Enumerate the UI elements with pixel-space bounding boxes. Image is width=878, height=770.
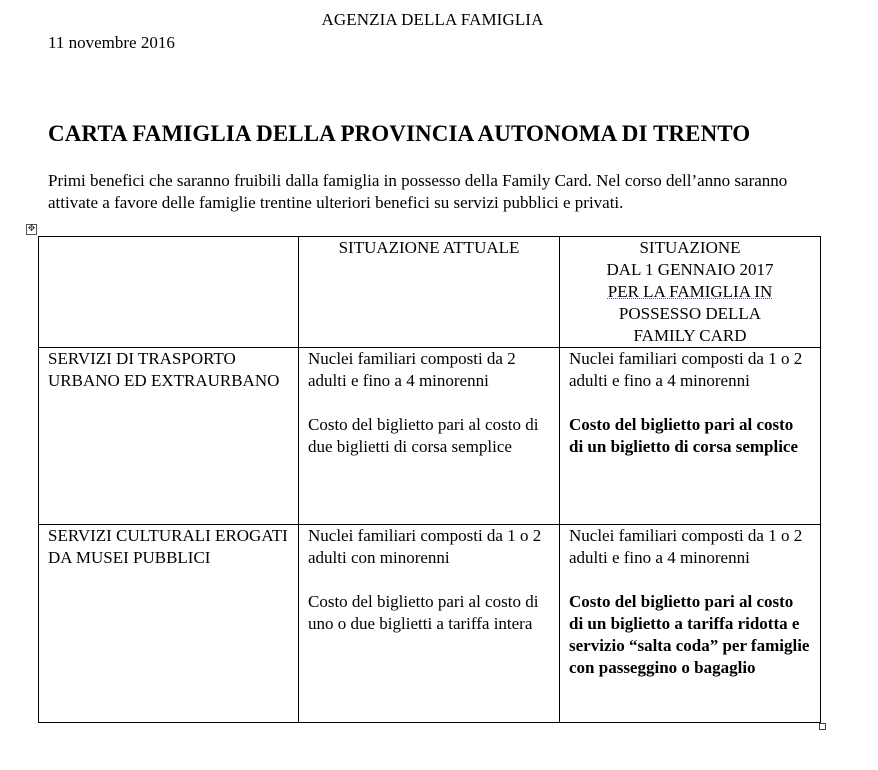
header-cell-current: SITUAZIONE ATTUALE — [299, 237, 560, 348]
header-line: POSSESSO DELLA — [618, 304, 762, 323]
service-name: SERVIZI CULTURALI EROGATI DA MUSEI PUBBLICI — [48, 526, 288, 567]
current-cost: Costo del biglietto pari al costo di uno o due biglietti a tariffa intera — [308, 592, 539, 633]
current-cost: Costo del biglietto pari al costo di due biglietti di corsa semplice — [308, 415, 539, 456]
document-title: CARTA FAMIGLIA DELLA PROVINCIA AUTONOMA DI TRENTO — [48, 121, 751, 146]
new-cost: Costo del biglietto pari al costo di un biglietto di corsa semplice — [569, 415, 799, 456]
current-situation-cell — [299, 525, 560, 723]
table-row — [39, 525, 821, 723]
benefits-table — [38, 236, 821, 723]
header-line: FAMILY CARD — [633, 326, 747, 345]
new-situation-cell — [560, 525, 821, 723]
service-cell — [39, 348, 299, 525]
header-line: SITUAZIONE — [639, 238, 741, 257]
current-composition: Nuclei familiari composti da 1 o 2 adulti con minorenni — [308, 526, 542, 567]
new-cost: Costo del biglietto pari al costo di un biglietto a tariffa ridotta e servizio “salta coda” per famiglie con passeggino o bagaglio — [569, 592, 810, 677]
header-line: PER LA FAMIGLIA IN — [607, 282, 773, 301]
intro-paragraph: Primi benefici che saranno fruibili dalla famiglia in possesso della Family Card. Nel corso dell’anno saranno attivate a favore delle famiglie trentine ulteriori benefici su servizi pubblici e privati. — [48, 171, 788, 212]
service-name: SERVIZI DI TRASPORTO URBANO ED EXTRAURBANO — [48, 349, 280, 390]
header-line: DAL 1 GENNAIO 2017 — [606, 260, 774, 279]
agency-header: AGENZIA DELLA FAMIGLIA — [321, 10, 544, 29]
new-situation-cell — [560, 348, 821, 525]
current-situation-cell — [299, 348, 560, 525]
table-row — [39, 348, 821, 525]
new-composition: Nuclei familiari composti da 1 o 2 adulti e fino a 4 minorenni — [569, 349, 803, 390]
header-cell-new — [560, 237, 821, 348]
move-table-icon[interactable]: ✥ — [27, 224, 36, 234]
document-date: 11 novembre 2016 — [48, 33, 175, 52]
table-header-row — [39, 237, 821, 348]
new-composition: Nuclei familiari composti da 1 o 2 adulti e fino a 4 minorenni — [569, 526, 803, 567]
resize-table-icon[interactable] — [819, 723, 826, 730]
service-cell — [39, 525, 299, 723]
header-cell-empty — [39, 237, 299, 348]
current-composition: Nuclei familiari composti da 2 adulti e fino a 4 minorenni — [308, 349, 516, 390]
